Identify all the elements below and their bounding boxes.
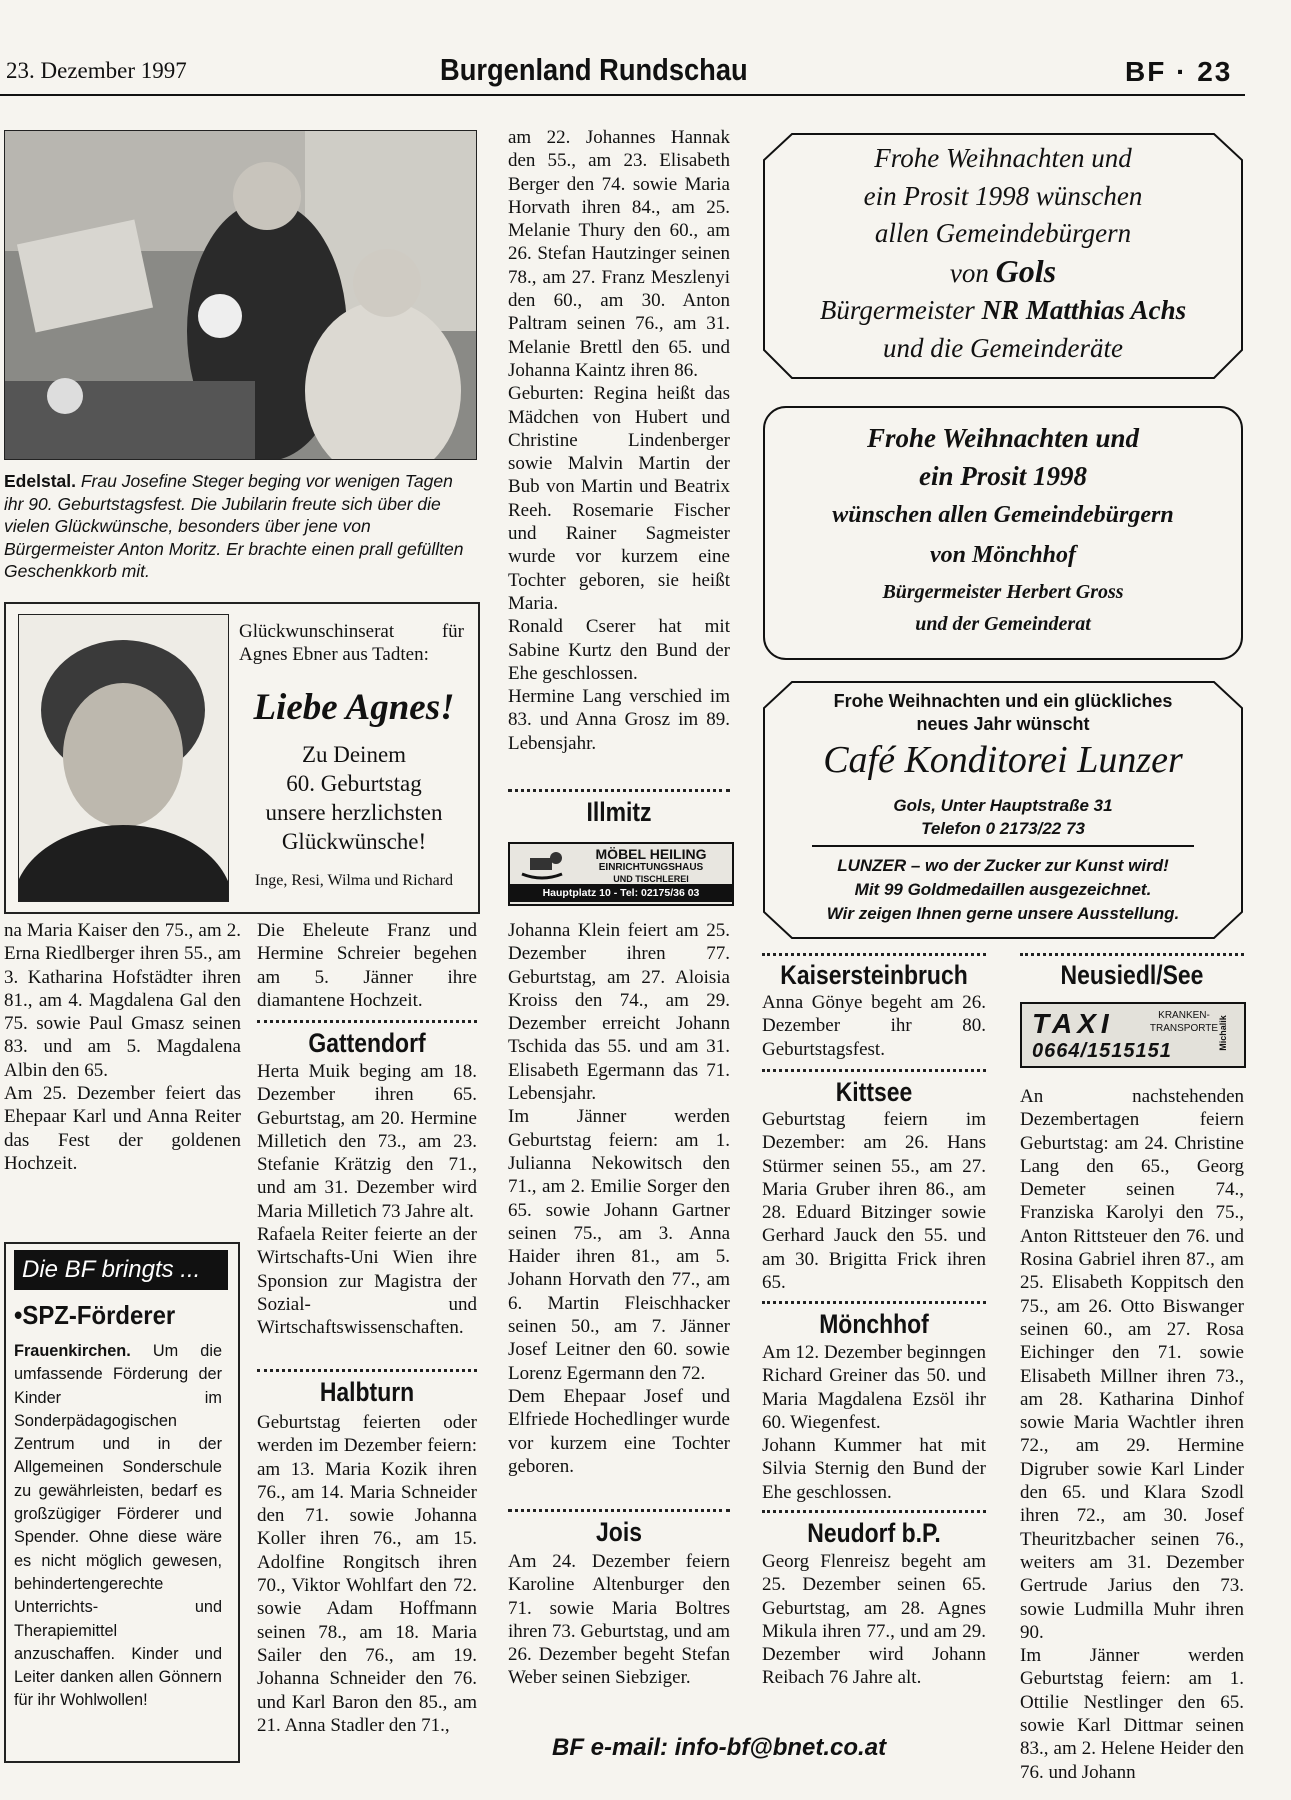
- heading-kittsee: Kittsee: [835, 1077, 913, 1107]
- illmitz-paragraph-3: Dem Ehepaar Josef und Elfriede Hochedlinger wurde vor kurzem eine Tochter geboren.: [508, 1385, 730, 1477]
- ad-lunzer-slogan1: LUNZER – wo der Zucker zur Kunst wird!: [837, 856, 1169, 875]
- col3-top: [508, 126, 730, 755]
- col3-illmitz: [508, 919, 730, 1478]
- agnes-intro: Glückwunschinserat für Agnes Ebner aus Tadten:: [239, 621, 464, 665]
- photo-edelstal: [4, 130, 477, 460]
- rocking-horse-icon: [518, 850, 566, 880]
- ad-lunzer-slogan: [762, 854, 1244, 926]
- ad-gols: [762, 132, 1244, 380]
- gols-deaths: Hermine Lang verschied im 83. und Anna Grosz im 89. Lebensjahr.: [508, 686, 730, 754]
- ad-lunzer-contact: [762, 794, 1244, 840]
- neusiedl-paragraph-2: Im Jänner werden Geburtstag feiern: am 1. Ottilie Nestlinger den 65. sowie Karl Dittmar seinen 83., am 2. Helene Heider den 76. und Johann: [1020, 1645, 1244, 1783]
- moenchhof-paragraph-2: Johann Kummer hat mit Silvia Sternig den Bund der Ehe geschlossen.: [762, 1435, 986, 1503]
- ad-lunzer-name: Café Konditorei Lunzer: [823, 739, 1183, 781]
- col1-paragraph: na Maria Kaiser den 75., am 2. Erna Riedlberger ihren 55., am 3. Katharina Hofstädter ihren 81., am 4. Magdalena Gal den 75. sowie Paul Gmasz seinen 83. und am 5. Magdalena Albin den 65.: [4, 920, 241, 1081]
- ad-moenchhof-line6: und der Gemeinderat: [915, 613, 1091, 635]
- heading-neusiedl: Neusiedl/See: [1060, 960, 1204, 990]
- heading-illmitz: Illmitz: [586, 797, 652, 827]
- divider: [508, 789, 730, 792]
- divider: [257, 1020, 477, 1023]
- col2-gattendorf: [257, 1060, 477, 1340]
- divider: [257, 1369, 477, 1372]
- ad-gols-line1: Frohe Weihnachten und: [874, 143, 1132, 173]
- page-number: BF · 23: [1125, 56, 1233, 87]
- ad-moenchhof-line4: von Mönchhof: [929, 542, 1077, 568]
- taxi-sub2: TRANSPORTE: [1149, 1023, 1219, 1034]
- ad-lunzer: [762, 680, 1244, 940]
- moebel-name: MÖBEL HEILING: [595, 846, 707, 862]
- bf-bringts-box: [4, 1242, 240, 1763]
- newspaper-title: Burgenland Rundschau: [440, 52, 748, 87]
- moebel-sub1: EINRICHTUNGSHAUS: [598, 862, 704, 873]
- bf-bringts-banner: Die BF bringts ...: [14, 1250, 228, 1290]
- ad-moenchhof-line1: Frohe Weihnachten und: [866, 423, 1140, 453]
- heading-halbturn: Halbturn: [319, 1377, 415, 1407]
- taxi-number: 0664/1515151: [1032, 1040, 1172, 1062]
- ad-gols-line4: von Gols: [949, 252, 1057, 289]
- ad-gols-text: [762, 140, 1244, 367]
- ad-gols-line3: allen Gemeindebürgern: [874, 218, 1132, 248]
- bf-bringts-title: •SPZ-Förderer: [14, 1300, 176, 1330]
- ad-moenchhof: [762, 405, 1244, 661]
- col2-schreier: Die Eheleute Franz und Hermine Schreier begehen am 5. Jänner ihre diamantene Hochzeit.: [257, 920, 477, 1011]
- col1-article: [4, 919, 241, 1175]
- footer-email[interactable]: BF e-mail: info-bf@bnet.co.at: [552, 1734, 887, 1761]
- col2-halbturn: Geburtstag feierten oder werden im Dezember feiern: am 13. Maria Kozik ihren 76., am 14. Maria Schneider den 71. sowie Johanna Koller ihren 76., am 15. Adolfine Rongitsch ihren 70., Viktor Wohlfart den 72. sowie Adam Hoffmann seinen 78., am 18. Maria Sailer den 76., am 19. Johanna Schneider den 76. und Karl Baron den 85., am 21. Anna Stadler den 71.,: [257, 1412, 477, 1736]
- illmitz-paragraph-1: Johanna Klein feiert am 25. Dezember ihren 77. Geburtstag, am 27. Aloisia Kroiss den 74., am 29. Dezember erreicht Johann Tschida das 55. und am 31. Elisabeth Egermann das 71. Lebensjahr.: [508, 920, 730, 1105]
- heading-kaisersteinbruch: Kaisersteinbruch: [780, 960, 968, 990]
- ad-moenchhof-line5: Bürgermeister Herbert Gross: [882, 581, 1124, 603]
- moebel-address: Hauptplatz 10 - Tel: 02175/36 03: [510, 884, 732, 902]
- divider: [1020, 953, 1244, 956]
- neusiedl-paragraph-1: An nachstehenden Dezembertagen feiern Geburtstag: am 24. Christine Lang den 65., Georg Demeter seinen 74., Franziska Karolyi den 75., Anton Rittsteuer den 76. und Rosina Gabriel ihren 87., am 25. Elisabeth Koppitsch den 75., am 26. Otto Biswanger seinen 60., am 27. Rosa Eichinger den 71. sowie Elisabeth Millner ihren 73., am 28. Katharina Dinhof sowie Maria Wachtler ihren 72., am 29. Hermine Digruber sowie Karl Linder den 65. und Klara Szodl ihren 72., am 30. Josef Theuritzbacher seinen 76., weiters am 31. Dezember Gertrude Jarius den 73. sowie Ludmilla Muhr ihren 90.: [1020, 1086, 1244, 1643]
- bf-bringts-text: Um die umfassende Förderung der Kinder im Sonderpädagogischen Zentrum und in der Allgemeinen Sonderschule zu gewährleisten, bedarf es großzügiger Förderer und Spender. Ohne diese wäre es nicht möglich gewesen, behindertengerechte Unterrichts- und Therapiemittel anzuschaffen. Kinder und Leiter danken allen Gönnern für ihr Wohlwollen!: [14, 1342, 222, 1710]
- masthead-rule: [0, 94, 1245, 96]
- gols-marriage: Ronald Cserer hat mit Sabine Kurtz den Bund der Ehe geschlossen.: [508, 616, 730, 684]
- gattendorf-paragraph: Herta Muik beging am 18. Dezember ihren 65. Geburtstag, am 20. Hermine Milletich den 73., am 23. Stefanie Krätzig den 71., und am 31. Dezember wird Maria Milletich 73 Jahre alt.: [257, 1061, 477, 1222]
- divider: [762, 1069, 986, 1072]
- taxi-owner: Michalik: [1218, 1015, 1228, 1051]
- caption-text: Frau Josefine Steger beging vor wenigen Tagen ihr 90. Geburtstagsfest. Die Jubilarin freute sich über die vielen Glückwünsche, besonders über jene von Bürgermeister Anton Moritz. Er brachte einen prall gefüllten Geschenkkorb mit.: [4, 471, 464, 581]
- reiter-paragraph: Rafaela Reiter feierte an der Wirtschafts-Uni Wien ihre Sponsion zur Magistra der Sozial- und Wirtschaftswissenschaften.: [257, 1224, 477, 1339]
- taxi-ad: [1020, 1002, 1246, 1068]
- heading-gattendorf: Gattendorf: [308, 1028, 426, 1058]
- agnes-headline: Liebe Agnes!: [253, 687, 455, 728]
- col1-paragraph-2: Am 25. Dezember feiert das Ehepaar Karl und Anna Reiter das Fest der goldenen Hochzeit.: [4, 1083, 241, 1174]
- ad-moenchhof-text: [762, 419, 1244, 639]
- ad-gols-line6: und die Gemeinderäte: [883, 332, 1123, 363]
- heading-moenchhof: Mönchhof: [819, 1309, 929, 1339]
- bf-bringts-place: Frauenkirchen.: [14, 1342, 131, 1360]
- col4-kaiser: Anna Gönye begeht am 26. Dezember ihr 80. Geburtstagsfest.: [762, 992, 986, 1060]
- taxi-label: TAXI: [1032, 1008, 1114, 1039]
- moebel-sub2: UND TISCHLEREI: [613, 874, 689, 884]
- portrait-photo: [18, 614, 229, 902]
- col4-kittsee: Geburtstag feiern im Dezember: am 26. Hans Stürmer seinen 55., am 27. Maria Gruber ihren 86., am 28. Eduard Bitzinger sowie Gerhard Jauck den 55. und am 30. Brigitta Frick ihren 65.: [762, 1109, 986, 1294]
- agnes-line1: Zu Deinem: [301, 742, 407, 767]
- gols-birthdays: am 22. Johannes Hannak den 55., am 23. Elisabeth Berger den 74. sowie Maria Horvath ihren 84., am 25. Melanie Thury den 60., am 26. Stefan Hautzinger seinen 78., am 27. Franz Meszlenyi den 60., am 30. Anton Paltram seinen 76., am 31. Melanie Brettl den 65. und Johanna Kaintz ihren 86.: [508, 127, 730, 381]
- divider: [762, 1510, 986, 1513]
- col4-neudorf: Georg Flenreisz begeht am 25. Dezember seinen 65. Geburtstag, am 28. Agnes Mikula ihren 77., und am 29. Dezember wird Johann Reibach 76 Jahre alt.: [762, 1551, 986, 1689]
- col4-moenchhof: [762, 1341, 986, 1504]
- agnes-message: [234, 740, 474, 856]
- ad-lunzer-greeting: [762, 690, 1244, 736]
- agnes-line3: unsere herzlichsten: [265, 800, 443, 825]
- col5-neusiedl: [1020, 1085, 1244, 1784]
- ad-gols-line5: Bürgermeister NR Matthias Achs: [819, 295, 1187, 325]
- ad-lunzer-phone: Telefon 0 2173/22 73: [921, 819, 1085, 838]
- agnes-line4: Glückwünsche!: [281, 829, 427, 854]
- ad-moenchhof-line3: wünschen allen Gemeindebürgern: [832, 502, 1174, 528]
- portrait-illustration: [19, 615, 228, 901]
- ad-moenchhof-line2: ein Prosit 1998: [918, 461, 1087, 491]
- ad-gols-line2: ein Prosit 1998 wünschen: [863, 180, 1143, 211]
- col3-jois: Am 24. Dezember feiern Karoline Altenburger den 71. sowie Maria Boltres ihren 73. Geburtstag, und am 26. Dezember begeht Stefan Weber seinen Siebziger.: [508, 1551, 730, 1689]
- gols-births: Geburten: Regina heißt das Mädchen von Hubert und Christine Lindenberger sowie Malvin Martin der Bub von Martin und Beatrix Reeh. Rosemarie Fischer und Rainer Sagmeister wurde vor kurzem eine Tochter geboren, sie heißt Maria.: [508, 383, 730, 614]
- divider: [762, 1301, 986, 1304]
- taxi-sub1: KRANKEN-: [1158, 1010, 1210, 1021]
- divider: [508, 1509, 730, 1512]
- moebel-heiling-ad: [508, 842, 734, 906]
- ad-lunzer-slogan3: Wir zeigen Ihnen gerne unsere Ausstellung.: [826, 904, 1180, 923]
- heading-neudorf: Neudorf b.P.: [807, 1518, 941, 1548]
- divider: [762, 953, 986, 956]
- caption-place: Edelstal.: [4, 471, 76, 491]
- photo-caption: [4, 470, 476, 583]
- heading-jois: Jois: [596, 1517, 642, 1547]
- illmitz-paragraph-2: Im Jänner werden Geburtstag feiern: am 1. Julianna Nekowitsch den 71., am 2. Emilie Sorger den 65. sowie Johann Gartner seinen 75., am 3. Anna Haider ihren 81., am 5. Johann Horvath den 77., am 6. Martin Fleischhacker seinen 50., am 7. Jänner Josef Leitner den 60. sowie Lorenz Egermann den 72.: [508, 1106, 730, 1384]
- bf-bringts-body: [14, 1340, 222, 1713]
- ad-lunzer-line2: neues Jahr wünscht: [916, 714, 1090, 734]
- photo-jubilee-illustration: [5, 131, 476, 459]
- ad-lunzer-address: Gols, Unter Hauptstraße 31: [893, 796, 1113, 815]
- ad-lunzer-line1: Frohe Weihnachten und ein glückliches: [833, 691, 1173, 711]
- agnes-signed: Inge, Resi, Wilma und Richard: [254, 872, 454, 889]
- issue-date: 23. Dezember 1997: [6, 58, 187, 83]
- moenchhof-paragraph-1: Am 12. Dezember beginngen Richard Greiner das 50. und Maria Magdalena Ezsöl ihr 60. Wiegenfest.: [762, 1342, 986, 1433]
- ad-lunzer-slogan2: Mit 99 Goldmedaillen ausgezeichnet.: [854, 880, 1152, 899]
- agnes-line2: 60. Geburtstag: [286, 771, 422, 796]
- agnes-ad: [4, 602, 480, 914]
